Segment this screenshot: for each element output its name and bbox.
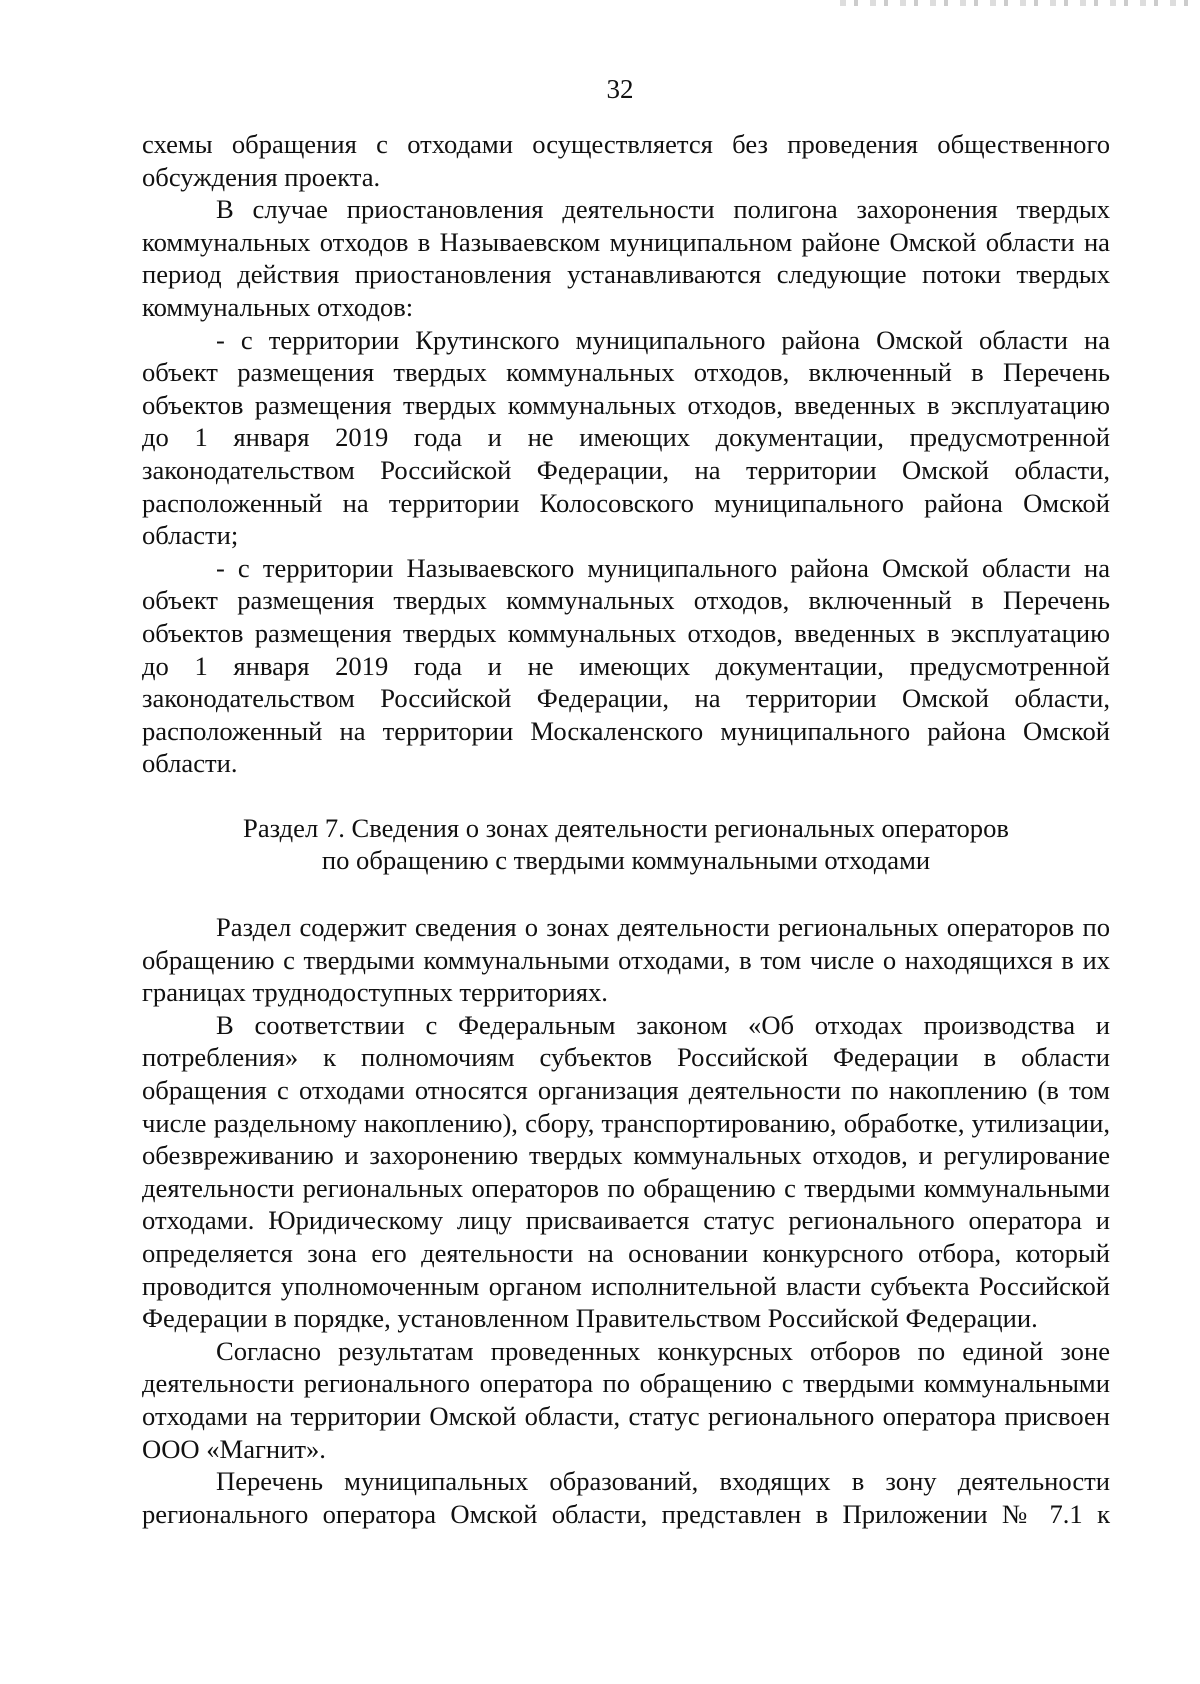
section-heading-line1: Раздел 7. Сведения о зонах деятельности региональных операторов (243, 812, 1009, 843)
spacer (142, 780, 1110, 812)
section-heading-line2: по обращению с твердыми коммунальными отходами (321, 845, 931, 876)
paragraph-federal-law: В соответствии с Федеральным законом «Об отходах производства и потребления» к полномочиям субъектов Российской Федерации в области обращения с отходами относятся организация деятельности по накоплению (в том числе раздельному накоплению), сбору, транспортированию, обработке, утилизации, обезвреживанию и захоронению твердых коммунальных отходов, и регулирование деятельности региональных операторов по обращению с твердыми коммунальными отходами. Юридическому лицу присваивается статус регионального оператора и определяется зона его деятельности на основании конкурсного отбора, который проводится уполномоченным органом исполнительной власти субъекта Российской Федерации в порядке, установленном Правительством Российской Федерации. (142, 1009, 1110, 1334)
spacer (142, 877, 1110, 911)
scan-artifact (840, 0, 1200, 6)
paragraph-krutinsky-flow: - с территории Крутинского муниципального района Омской области на объект размещения твердых коммунальных отходов, включенный в Перечень объектов размещения твердых коммунальных отходов, введенных в эксплуатацию до 1 января 2019 года и не имеющих документации, предусмотренной законодательством Российской Федерации, на территории Омской области, расположенный на территории Колосовского муниципального района Омской области; (142, 324, 1110, 551)
paragraph-section-intro: Раздел содержит сведения о зонах деятельности региональных операторов по обращению с твердыми коммунальными отходами, в том числе о находящихся в их границах труднодоступных территориях. (142, 912, 1110, 1008)
section-heading (142, 812, 1110, 877)
document-body (142, 128, 1110, 1530)
paragraph-nazyvaevsky-flow: - с территории Называевского муниципального района Омской области на объект размещения твердых коммунальных отходов, включенный в Перечень объектов размещения твердых коммунальных отходов, введенных в эксплуатацию до 1 января 2019 года и не имеющих документации, предусмотренной законодательством Российской Федерации, на территории Омской области, расположенный на территории Москаленского муниципального района Омской области. (142, 552, 1110, 779)
paragraph-continuation: схемы обращения с отходами осуществляется без проведения общественного обсуждения проекта. (142, 129, 1110, 192)
paragraph-municipalities-list: Перечень муниципальных образований, входящих в зону деятельности регионального оператора Омской области, представлен в Приложении № 7.1 к (142, 1466, 1110, 1529)
paragraph-suspension-case: В случае приостановления деятельности полигона захоронения твердых коммунальных отходов в Называевском муниципальном районе Омской области на период действия приостановления устанавливаются следующие потоки твердых коммунальных отходов: (142, 194, 1110, 322)
paragraph-tender-results: Согласно результатам проведенных конкурсных отборов по единой зоне деятельности регионального оператора по обращению с твердыми коммунальными отходами на территории Омской области, статус регионального оператора присвоен ООО «Магнит». (142, 1335, 1110, 1464)
page-number: 32 (606, 74, 634, 104)
